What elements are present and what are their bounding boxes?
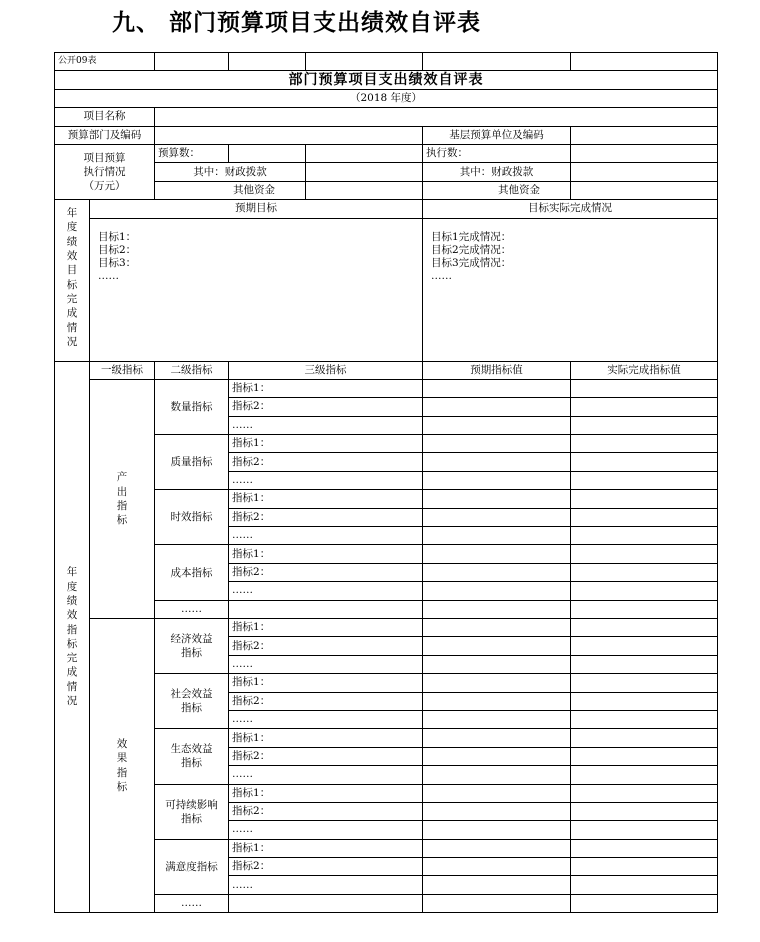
executed-label: 执行数： <box>423 144 571 162</box>
indicator-2-label: 指标2： <box>229 802 423 820</box>
actual-value-cell[interactable] <box>571 729 718 747</box>
indicator-more-label: …… <box>229 471 423 489</box>
expected-value-cell[interactable] <box>423 471 571 489</box>
expected-value-cell[interactable] <box>423 582 571 600</box>
expected-value-cell[interactable] <box>423 710 571 728</box>
indicator-more-label: …… <box>229 416 423 434</box>
expected-value-cell[interactable] <box>423 821 571 839</box>
actual-value-cell[interactable] <box>571 618 718 636</box>
more-level2-label: …… <box>155 894 229 912</box>
executed-fiscal-value[interactable] <box>571 163 718 181</box>
expected-value-cell[interactable] <box>423 655 571 673</box>
indicator-row <box>55 600 718 618</box>
level2-header: 二级指标 <box>155 361 229 379</box>
self-evaluation-table <box>54 52 718 913</box>
actual-value-cell[interactable] <box>571 766 718 784</box>
indicator-2-label: 指标2： <box>229 563 423 581</box>
actual-value-cell[interactable] <box>571 435 718 453</box>
actual-value-cell[interactable] <box>571 508 718 526</box>
expected-value-cell[interactable] <box>423 527 571 545</box>
budget-other-label: 其他资金 <box>155 181 306 199</box>
indicator-2-label: 指标2： <box>229 637 423 655</box>
actual-value-cell[interactable] <box>571 692 718 710</box>
indicator-2-label: 指标2： <box>229 508 423 526</box>
budget-fiscal-label: 其中：财政拨款 <box>155 163 306 181</box>
actual-value-cell[interactable] <box>571 839 718 857</box>
actual-goal-text[interactable]: 目标1完成情况： 目标2完成情况： 目标3完成情况： …… <box>423 218 718 361</box>
expected-value-cell[interactable] <box>423 379 571 397</box>
expected-goal-header: 预期目标 <box>90 200 423 218</box>
budget-label: 预算数： <box>155 144 229 162</box>
expected-value-cell[interactable] <box>423 894 571 912</box>
expected-value-cell[interactable] <box>423 692 571 710</box>
expected-value-cell[interactable] <box>423 563 571 581</box>
expected-value-cell[interactable] <box>423 674 571 692</box>
indicator-1-label: 指标1： <box>229 379 423 397</box>
level2-indicator: 满意度指标 <box>155 839 229 894</box>
actual-value-cell[interactable] <box>571 821 718 839</box>
actual-value-cell[interactable] <box>571 416 718 434</box>
expected-value-cell[interactable] <box>423 435 571 453</box>
expected-value-cell[interactable] <box>423 398 571 416</box>
expected-value-cell[interactable] <box>423 618 571 636</box>
expected-value-cell[interactable] <box>423 747 571 765</box>
more-level2-label: …… <box>155 600 229 618</box>
budget-fiscal-value[interactable] <box>306 163 423 181</box>
actual-value-cell[interactable] <box>571 784 718 802</box>
project-name-value[interactable] <box>155 108 718 126</box>
level2-indicator: 成本指标 <box>155 545 229 600</box>
executed-value[interactable] <box>571 144 718 162</box>
actual-value-cell[interactable] <box>571 582 718 600</box>
expected-value-cell[interactable] <box>423 729 571 747</box>
page-heading: 九、 部门预算项目支出绩效自评表 <box>112 10 482 36</box>
unit-code-value[interactable] <box>571 126 718 144</box>
actual-value-cell[interactable] <box>571 453 718 471</box>
indicator-1-label: 指标1： <box>229 545 423 563</box>
indicator-2-label: 指标2： <box>229 692 423 710</box>
indicator-row <box>55 545 718 563</box>
budget-other-value[interactable] <box>306 181 423 199</box>
indicator-row <box>55 379 718 397</box>
indicator-1-label: 指标1： <box>229 435 423 453</box>
indicator-more-label: …… <box>229 582 423 600</box>
actual-value-cell[interactable] <box>571 747 718 765</box>
level2-indicator: 时效指标 <box>155 490 229 545</box>
level2-indicator: 数量指标 <box>155 379 229 434</box>
form-code: 公开09表 <box>55 53 155 71</box>
indicator-more-label: …… <box>229 527 423 545</box>
unit-code-label: 基层预算单位及编码 <box>423 126 571 144</box>
indicator-1-label: 指标1： <box>229 490 423 508</box>
level2-indicator: 生态效益 指标 <box>155 729 229 784</box>
executed-other-label: 其他资金 <box>423 181 571 199</box>
expected-value-header: 预期指标值 <box>423 361 571 379</box>
dept-code-label: 预算部门及编码 <box>55 126 155 144</box>
actual-value-cell[interactable] <box>571 545 718 563</box>
expected-value-cell[interactable] <box>423 784 571 802</box>
actual-value-cell[interactable] <box>571 471 718 489</box>
indicator-more-label: …… <box>229 766 423 784</box>
actual-value-cell[interactable] <box>571 490 718 508</box>
level2-indicator: 经济效益 指标 <box>155 618 229 673</box>
indicator-row <box>55 839 718 857</box>
expected-value-cell[interactable] <box>423 545 571 563</box>
table-title: 部门预算项目支出绩效自评表 <box>55 71 718 89</box>
actual-value-cell[interactable] <box>571 527 718 545</box>
expected-value-cell[interactable] <box>423 637 571 655</box>
expected-goal-text[interactable]: 目标1： 目标2： 目标3： …… <box>90 218 423 361</box>
indicator-1-label: 指标1： <box>229 618 423 636</box>
indicator-1-label: 指标1： <box>229 784 423 802</box>
indicator-more-label: …… <box>229 876 423 894</box>
indicator-row <box>55 894 718 912</box>
project-name-label: 项目名称 <box>55 108 155 126</box>
expected-value-cell[interactable] <box>423 876 571 894</box>
table-year: （2018 年度） <box>55 89 718 107</box>
indicator-row <box>55 490 718 508</box>
actual-value-cell[interactable] <box>571 379 718 397</box>
actual-value-cell[interactable] <box>571 600 718 618</box>
expected-value-cell[interactable] <box>423 453 571 471</box>
expected-value-cell[interactable] <box>423 802 571 820</box>
expected-value-cell[interactable] <box>423 508 571 526</box>
budget-value[interactable] <box>306 144 423 162</box>
indicator-more-label: …… <box>229 655 423 673</box>
indicator-row <box>55 784 718 802</box>
actual-value-cell[interactable] <box>571 674 718 692</box>
level2-indicator: 社会效益 指标 <box>155 674 229 729</box>
indicator-1-label: 指标1： <box>229 839 423 857</box>
actual-goal-header: 目标实际完成情况 <box>423 200 718 218</box>
expected-value-cell[interactable] <box>423 600 571 618</box>
indicator-2-label: 指标2： <box>229 747 423 765</box>
exec-title: 项目预算 执行情况 （万元） <box>55 144 155 199</box>
executed-fiscal-label: 其中：财政拨款 <box>423 163 571 181</box>
actual-value-cell[interactable] <box>571 563 718 581</box>
level3-cell[interactable] <box>229 894 423 912</box>
actual-value-cell[interactable] <box>571 637 718 655</box>
indicator-2-label: 指标2： <box>229 453 423 471</box>
executed-other-value[interactable] <box>571 181 718 199</box>
indicator-more-label: …… <box>229 821 423 839</box>
output-indicator-label: 产出指标 <box>90 379 155 618</box>
level1-header: 一级指标 <box>90 361 155 379</box>
dept-code-value[interactable] <box>155 126 423 144</box>
expected-value-cell[interactable] <box>423 858 571 876</box>
indicator-1-label: 指标1： <box>229 674 423 692</box>
actual-value-cell[interactable] <box>571 876 718 894</box>
indicator-2-label: 指标2： <box>229 858 423 876</box>
indicator-row <box>55 618 718 636</box>
actual-value-cell[interactable] <box>571 710 718 728</box>
indicator-2-label: 指标2： <box>229 398 423 416</box>
actual-value-cell[interactable] <box>571 858 718 876</box>
level2-indicator: 可持续影响 指标 <box>155 784 229 839</box>
actual-value-cell[interactable] <box>571 894 718 912</box>
expected-value-cell[interactable] <box>423 839 571 857</box>
level2-indicator: 质量指标 <box>155 435 229 490</box>
actual-value-cell[interactable] <box>571 398 718 416</box>
level3-cell[interactable] <box>229 600 423 618</box>
indicator-row <box>55 674 718 692</box>
indicator-more-label: …… <box>229 710 423 728</box>
effect-indicator-label: 效果指标 <box>90 618 155 912</box>
indicator-row <box>55 435 718 453</box>
actual-value-cell[interactable] <box>571 802 718 820</box>
expected-value-cell[interactable] <box>423 416 571 434</box>
actual-value-header: 实际完成指标值 <box>571 361 718 379</box>
expected-value-cell[interactable] <box>423 490 571 508</box>
annual-goal-label: 年度绩效目标完成情况 <box>55 200 90 361</box>
level3-header: 三级指标 <box>229 361 423 379</box>
expected-value-cell[interactable] <box>423 766 571 784</box>
indicator-row <box>55 729 718 747</box>
indicator-1-label: 指标1： <box>229 729 423 747</box>
actual-value-cell[interactable] <box>571 655 718 673</box>
annual-indicator-label: 年度绩效指标完成情况 <box>55 361 90 913</box>
